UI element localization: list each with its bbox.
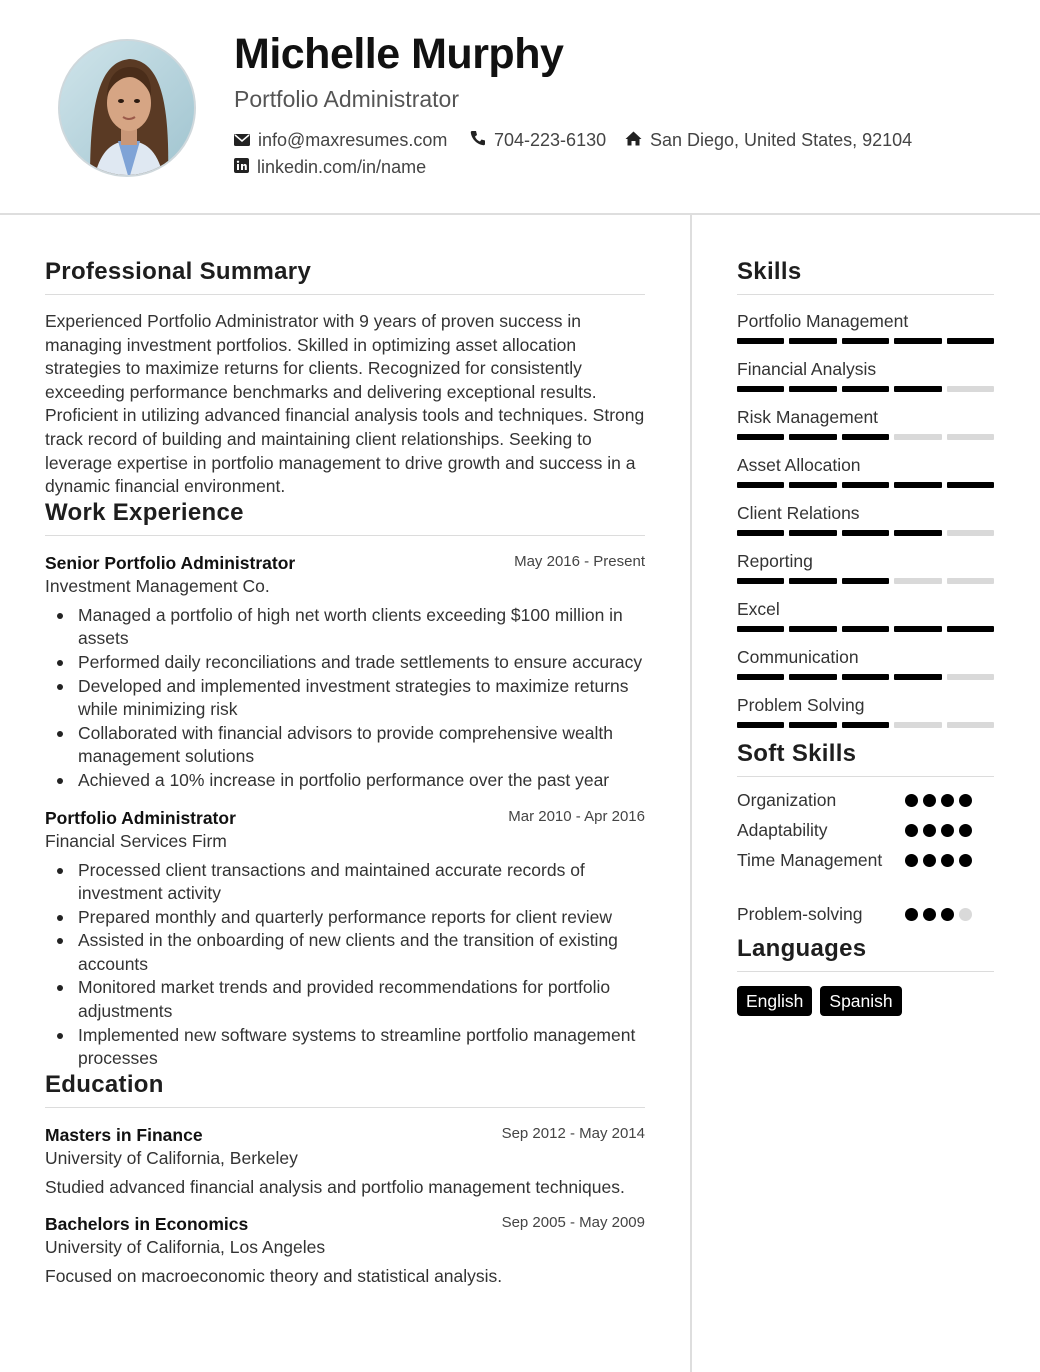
skill-bar-segment xyxy=(947,578,994,584)
skill-bar-segment xyxy=(947,386,994,392)
skill-bar-segment xyxy=(789,674,836,680)
education-entry xyxy=(45,1213,645,1289)
degree-title: Masters in Finance xyxy=(45,1124,203,1145)
skill-bar-segment xyxy=(842,530,889,536)
email-text: info@maxresumes.com xyxy=(258,130,448,150)
education-date: Sep 2005 - May 2009 xyxy=(501,1214,645,1232)
skill-name: Financial Analysis xyxy=(737,359,877,379)
bullet-item: Performed daily reconciliations and trade settlements to ensure accuracy xyxy=(45,651,645,675)
contact-email[interactable] xyxy=(234,130,447,151)
skill-bar-segment xyxy=(737,722,784,728)
contact-linkedin[interactable] xyxy=(234,157,426,178)
skill-bar-segment xyxy=(789,530,836,536)
skill-bar-segment xyxy=(894,434,941,440)
soft-skill-item xyxy=(737,903,994,933)
skill-bar-segment xyxy=(789,722,836,728)
bullet-item: Managed a portfolio of high net worth clients exceeding $100 million in assets xyxy=(45,604,645,651)
company-name: Investment Management Co. xyxy=(45,575,270,596)
skill-bar-segment xyxy=(737,626,784,632)
bullet-item: Achieved a 10% increase in portfolio performance over the past year xyxy=(45,769,645,793)
skill-bar-segment xyxy=(947,434,994,440)
education-entry xyxy=(45,1124,645,1200)
home-icon xyxy=(625,130,650,151)
skill-bar-segment xyxy=(894,674,941,680)
language-tag: Spanish xyxy=(820,986,901,1016)
skill-item xyxy=(737,694,994,728)
skill-level-bar xyxy=(737,386,994,392)
soft-skills-heading: Soft Skills xyxy=(737,740,994,777)
skill-name: Problem Solving xyxy=(737,695,865,715)
skill-bar-segment xyxy=(947,626,994,632)
linkedin-icon xyxy=(234,157,257,178)
rating-dot xyxy=(923,794,936,807)
rating-dot xyxy=(905,908,918,921)
languages-list xyxy=(737,986,994,1016)
profile-photo xyxy=(58,39,196,177)
skill-level-bar xyxy=(737,626,994,632)
skill-bar-segment xyxy=(894,626,941,632)
job-entry xyxy=(45,807,645,1071)
skill-name: Asset Allocation xyxy=(737,455,861,475)
skill-bar-segment xyxy=(789,338,836,344)
education-heading: Education xyxy=(45,1071,645,1108)
rating-dot xyxy=(923,854,936,867)
job-bullets xyxy=(45,604,645,793)
skill-bar-segment xyxy=(842,674,889,680)
skill-bar-segment xyxy=(737,482,784,488)
bullet-item: Processed client transactions and maintained accurate records of investment activity xyxy=(45,859,645,906)
resume-header xyxy=(0,0,1040,215)
school-name: University of California, Berkeley xyxy=(45,1147,298,1168)
skill-bar-segment xyxy=(842,434,889,440)
soft-skill-item xyxy=(737,789,994,819)
skill-level-bar xyxy=(737,434,994,440)
skill-item xyxy=(737,598,994,632)
column-divider xyxy=(690,215,692,1372)
skill-level-bar xyxy=(737,578,994,584)
rating-dot xyxy=(941,824,954,837)
skill-bar-segment xyxy=(737,434,784,440)
soft-skill-name: Time Management xyxy=(737,850,883,870)
rating-dot xyxy=(959,854,972,867)
skill-item xyxy=(737,550,994,584)
rating-dot xyxy=(923,824,936,837)
skill-bar-segment xyxy=(737,338,784,344)
education-date: Sep 2012 - May 2014 xyxy=(501,1124,645,1142)
skill-name: Excel xyxy=(737,599,780,619)
skill-bar-segment xyxy=(894,386,941,392)
skill-bar-segment xyxy=(947,530,994,536)
skill-bar-segment xyxy=(947,338,994,344)
skill-bar-segment xyxy=(842,338,889,344)
skill-level-bar xyxy=(737,338,994,344)
soft-skill-name: Organization xyxy=(737,790,837,810)
skill-bar-segment xyxy=(789,578,836,584)
rating-dot xyxy=(905,824,918,837)
skill-bar-segment xyxy=(894,338,941,344)
languages-heading: Languages xyxy=(737,935,994,972)
skill-bar-segment xyxy=(789,386,836,392)
language-tag: English xyxy=(737,986,812,1016)
bullet-item: Developed and implemented investment strategies to maximize returns while minimizing risk xyxy=(45,675,645,722)
bullet-item: Collaborated with financial advisors to provide comprehensive wealth management solutions xyxy=(45,722,645,769)
sidebar-column xyxy=(737,258,994,1016)
rating-dot xyxy=(905,794,918,807)
skill-bar-segment xyxy=(842,386,889,392)
skill-bar-segment xyxy=(737,674,784,680)
skill-bar-segment xyxy=(737,578,784,584)
skill-item xyxy=(737,406,994,440)
job-bullets xyxy=(45,859,645,1071)
skill-bar-segment xyxy=(842,626,889,632)
soft-skill-rating xyxy=(905,794,972,807)
skill-bar-segment xyxy=(842,722,889,728)
skill-item xyxy=(737,502,994,536)
rating-dot xyxy=(923,908,936,921)
experience-heading: Work Experience xyxy=(45,499,645,536)
bullet-item: Assisted in the onboarding of new clients and the transition of existing accounts xyxy=(45,929,645,976)
skills-heading: Skills xyxy=(737,258,994,295)
company-name: Financial Services Firm xyxy=(45,830,227,851)
skill-bar-segment xyxy=(842,482,889,488)
skill-bar-segment xyxy=(789,482,836,488)
bullet-item: Implemented new software systems to streamline portfolio management processes xyxy=(45,1024,645,1071)
skill-bar-segment xyxy=(842,578,889,584)
job-title: Senior Portfolio Administrator xyxy=(45,552,296,573)
skill-level-bar xyxy=(737,482,994,488)
soft-skill-item xyxy=(737,849,994,903)
bullet-item: Prepared monthly and quarterly performance reports for client review xyxy=(45,906,645,930)
soft-skills-list xyxy=(737,789,994,933)
skill-bar-segment xyxy=(894,722,941,728)
skill-item xyxy=(737,310,994,344)
skill-bar-segment xyxy=(947,482,994,488)
skill-item xyxy=(737,646,994,680)
job-title: Portfolio Administrator xyxy=(45,807,236,828)
skills-list xyxy=(737,310,994,728)
education-description: Studied advanced financial analysis and portfolio management techniques. xyxy=(45,1176,625,1197)
skill-bar-segment xyxy=(947,674,994,680)
contact-phone[interactable] xyxy=(470,130,606,151)
rating-dot xyxy=(959,824,972,837)
soft-skill-item xyxy=(737,819,994,849)
skill-item xyxy=(737,454,994,488)
skill-bar-segment xyxy=(894,530,941,536)
summary-text: Experienced Portfolio Administrator with 9 years of proven success in managing investment portfolios. Skilled in optimizing asset allocation strategies to maximize returns for clients. Recognized for consistently exceeding performance benchmarks and delivering exceptional results. Proficient in utilizing advanced financial analysis tools and techniques. Strong track record of building and maintaining client relationships. Seeking to leverage expertise in portfolio management to drive growth and success in a dynamic financial environment. xyxy=(45,311,645,497)
candidate-name: Michelle Murphy xyxy=(234,30,564,78)
soft-skill-name: Adaptability xyxy=(737,820,828,840)
bullet-item: Monitored market trends and provided recommendations for portfolio adjustments xyxy=(45,976,645,1023)
soft-skill-rating xyxy=(905,854,972,867)
skill-item xyxy=(737,358,994,392)
phone-icon xyxy=(470,130,494,151)
skill-name: Communication xyxy=(737,647,859,667)
contact-location xyxy=(625,130,912,151)
skill-level-bar xyxy=(737,722,994,728)
job-date: May 2016 - Present xyxy=(514,552,645,570)
summary-heading: Professional Summary xyxy=(45,258,645,295)
skill-bar-segment xyxy=(947,722,994,728)
rating-dot xyxy=(941,794,954,807)
envelope-icon xyxy=(234,130,258,151)
skill-level-bar xyxy=(737,530,994,536)
skill-bar-segment xyxy=(737,530,784,536)
skill-name: Client Relations xyxy=(737,503,860,523)
job-entry xyxy=(45,552,645,793)
soft-skill-rating xyxy=(905,908,972,921)
candidate-title: Portfolio Administrator xyxy=(234,86,459,112)
skill-bar-segment xyxy=(789,626,836,632)
rating-dot xyxy=(941,908,954,921)
skill-bar-segment xyxy=(894,578,941,584)
skill-bar-segment xyxy=(894,482,941,488)
soft-skill-name: Problem-solving xyxy=(737,904,863,924)
linkedin-text: linkedin.com/in/name xyxy=(257,157,427,177)
job-date: Mar 2010 - Apr 2016 xyxy=(508,807,645,825)
school-name: University of California, Los Angeles xyxy=(45,1237,326,1258)
rating-dot xyxy=(941,854,954,867)
skill-level-bar xyxy=(737,674,994,680)
skill-name: Reporting xyxy=(737,551,813,571)
rating-dot xyxy=(905,854,918,867)
education-description: Focused on macroeconomic theory and statistical analysis. xyxy=(45,1266,503,1287)
rating-dot xyxy=(959,794,972,807)
location-text: San Diego, United States, 92104 xyxy=(650,130,913,150)
skill-bar-segment xyxy=(789,434,836,440)
soft-skill-rating xyxy=(905,824,972,837)
degree-title: Bachelors in Economics xyxy=(45,1214,249,1235)
rating-dot xyxy=(959,908,972,921)
skill-name: Risk Management xyxy=(737,407,879,427)
skill-name: Portfolio Management xyxy=(737,311,909,331)
skill-bar-segment xyxy=(737,386,784,392)
phone-text: 704-223-6130 xyxy=(494,130,607,150)
main-column xyxy=(45,258,645,1289)
